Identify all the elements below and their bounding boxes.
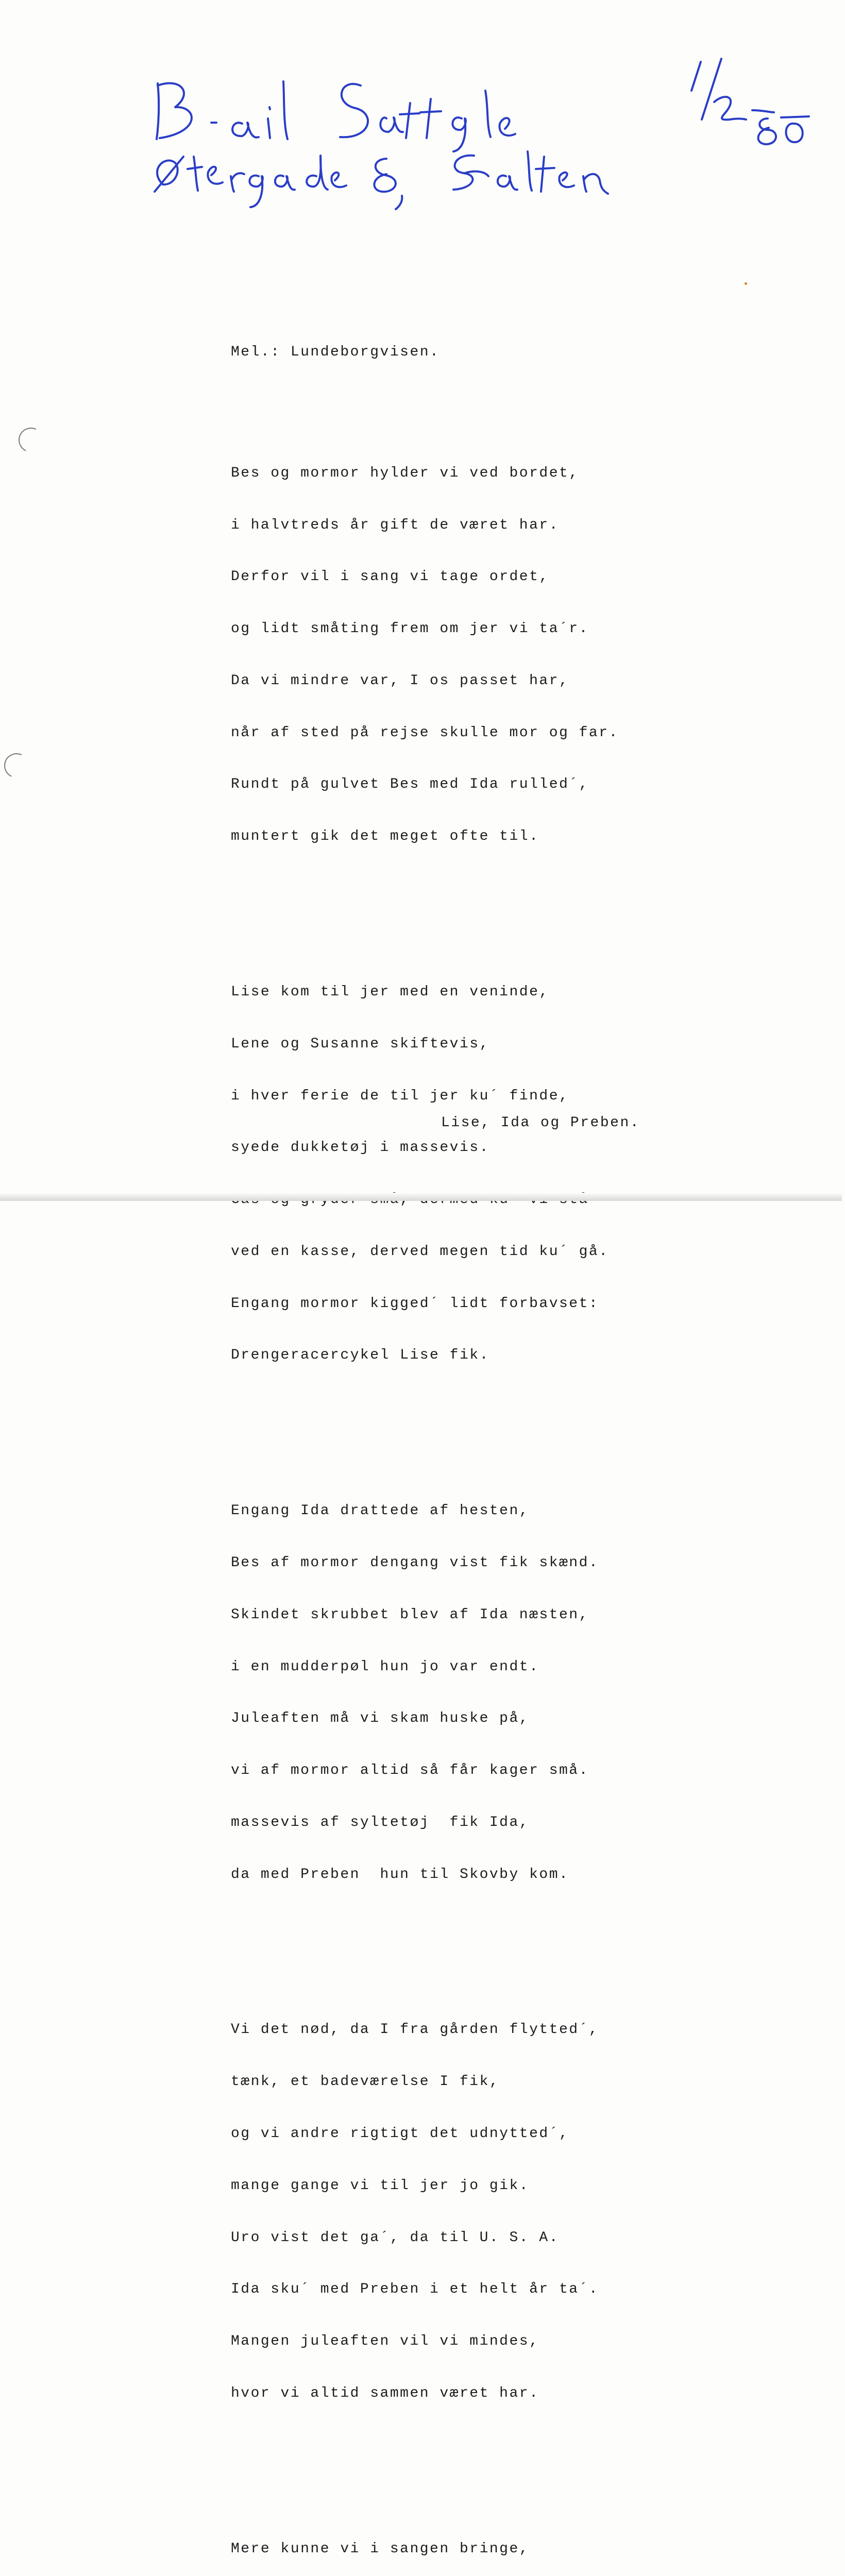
signature-line: Lise, Ida og Preben. [441, 1115, 640, 1131]
song-text [231, 309, 746, 2576]
paper-speck [745, 282, 747, 285]
verse-line: Da vi mindre var, I os passet har, [231, 672, 569, 689]
verse-line: Bes af mormor dengang vist fik skænd. [231, 1554, 599, 1571]
melody-line: Mel.: Lundeborgvisen. [231, 344, 440, 361]
verse-line: Bes og mormor hylder vi ved bordet, [231, 465, 579, 481]
stanza [231, 1987, 746, 2436]
verse-line: Skindet skrubbet blev af Ida næsten, [231, 1606, 589, 1623]
verse-line: og vi andre rigtigt det udnytted´, [231, 2125, 569, 2142]
verse-line: Juleaften må vi skam huske på, [231, 1710, 530, 1727]
handwritten-address-drawing [144, 41, 845, 211]
stanza [231, 949, 746, 1399]
verse-line: muntert gik det meget ofte til. [231, 828, 539, 845]
verse-line: og lidt småting frem om jer vi ta´r. [231, 621, 589, 637]
verse-line: ved en kasse, derved megen tid ku´ gå. [231, 1243, 609, 1260]
verse-line: Rundt på gulvet Bes med Ida rulled´, [231, 776, 589, 793]
verse-line: mange gange vi til jer jo gik. [231, 2177, 530, 2194]
verse-line: Lise kom til jer med en veninde, [231, 984, 549, 1000]
punch-hole-mark [1, 750, 32, 782]
verse-line: Mere kunne vi i sangen bringe, [231, 2540, 530, 2557]
verse-line: hvor vi altid sammen været har. [231, 2385, 539, 2401]
verse-line: vi af mormor altid så får kager små. [231, 1762, 589, 1779]
verse-line: i hver ferie de til jer ku´ finde, [231, 1088, 569, 1104]
stanza [231, 430, 746, 880]
verse-line: Engang Ida drattede af hesten, [231, 1503, 530, 1519]
stanza [231, 1468, 746, 1918]
verse-line: massevis af syltetøj fik Ida, [231, 1814, 530, 1831]
verse-line: Derfor vil i sang vi tage ordet, [231, 569, 549, 585]
stanza [231, 2505, 746, 2576]
verse-line: Ida sku´ med Preben i et helt år ta´. [231, 2281, 599, 2298]
verse-line: når af sted på rejse skulle mor og far. [231, 724, 619, 741]
punch-hole-mark [15, 424, 47, 456]
verse-line: Mangen juleaften vil vi mindes, [231, 2333, 539, 2350]
verse-line: i en mudderpøl hun jo var endt. [231, 1658, 539, 1675]
verse-line: Drengeracercykel Lise fik. [231, 1347, 489, 1364]
verse-line: syede dukketøj i massevis. [231, 1140, 489, 1156]
verse-line: Vi det nød, da I fra gården flytted´, [231, 2022, 599, 2038]
handwritten-note [144, 41, 845, 211]
page-edge [0, 1193, 842, 1201]
verse-line: Lene og Susanne skiftevis, [231, 1036, 489, 1052]
verse-line: i halvtreds år gift de været har. [231, 517, 559, 533]
verse-line: da med Preben hun til Skovby kom. [231, 1866, 569, 1883]
verse-line: Uro vist det ga´, da til U. S. A. [231, 2229, 559, 2246]
verse-line: Engang mormor kigged´ lidt forbavset: [231, 1295, 599, 1312]
verse-line: tænk, et badeværelse I fik, [231, 2074, 500, 2090]
